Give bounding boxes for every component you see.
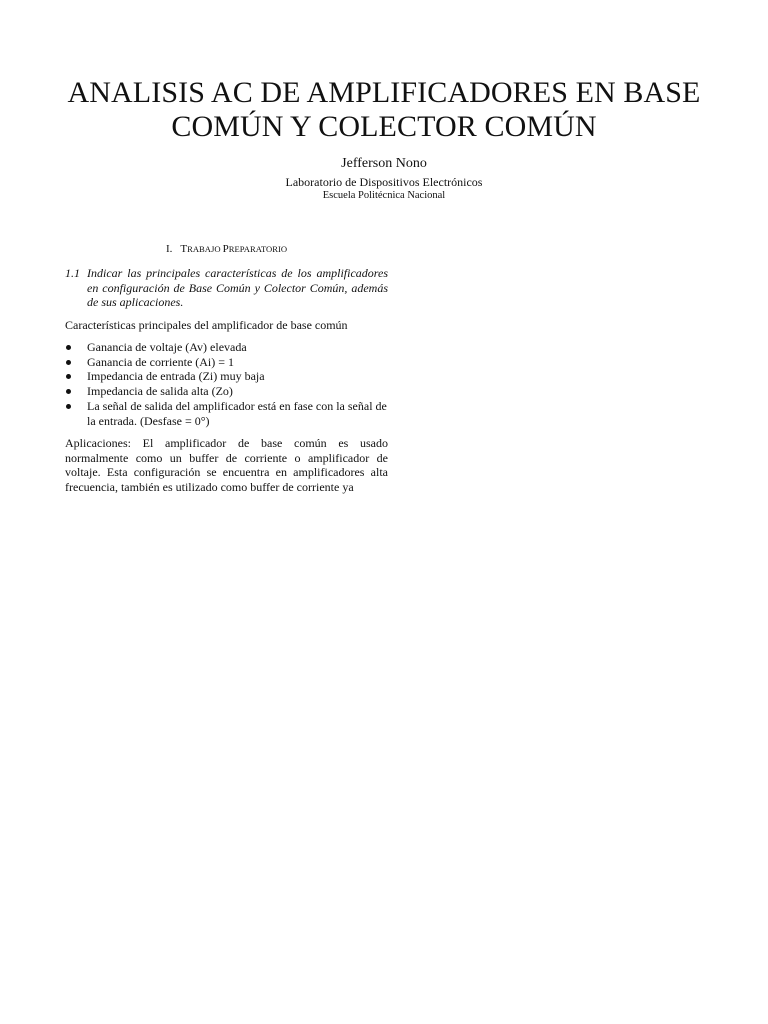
section-title-part-1: RABAJO [187, 244, 223, 254]
bullet-icon [65, 384, 87, 399]
list-item-text: Impedancia de salida alta (Zo) [87, 384, 233, 399]
section-title-part-2: REPARATORIO [228, 244, 288, 254]
bullet-icon [65, 399, 87, 428]
bullet-icon [65, 369, 87, 384]
list-item [65, 384, 388, 399]
question-text: Indicar las principales características de los amplificadores en configuración de Base Común y Colector Común, además de sus aplicaciones. [87, 266, 388, 310]
list-item [65, 355, 388, 370]
affiliation-school: Escuela Politécnica Nacional [322, 190, 446, 201]
author-name: Jefferson Nono [341, 156, 427, 171]
section-title-initial-p: P [222, 243, 229, 255]
applications-paragraph: Aplicaciones: El amplificador de base común es usado normalmente como un buffer de corriente o amplificador de voltaje. Esta configuración se encuentra en amplificadores alta frecuencia, también es utilizado como buffer de corriente ya [65, 436, 388, 495]
list-item [65, 340, 388, 355]
section-number: I. [165, 243, 173, 255]
list-item [65, 369, 388, 384]
list-item-text: Ganancia de voltaje (Av) elevada [87, 340, 247, 354]
list-item [65, 399, 388, 428]
list-item-text: Ganancia de corriente (Ai) = 1 [87, 354, 235, 369]
section-heading [65, 242, 388, 257]
question-number: 1.1 [65, 266, 80, 280]
list-item-text: Impedancia de entrada (Zi) muy baja [87, 369, 265, 384]
bullet-icon [65, 340, 87, 355]
paper-title: ANALISIS AC DE AMPLIFICADORES EN BASE COMÚN Y COLECTOR COMÚN [67, 76, 701, 143]
question-block [65, 266, 388, 310]
affiliation-lab: Laboratorio de Dispositivos Electrónicos [285, 175, 483, 189]
list-item-text: La señal de salida del amplificador está en fase con la señal de la entrada. (Desfase = 0°) [87, 398, 387, 428]
section-title-initial-t: T [180, 243, 188, 255]
characteristics-list [65, 340, 388, 428]
intro-paragraph: Características principales del amplificador de base común [65, 318, 348, 332]
bullet-icon [65, 355, 87, 370]
